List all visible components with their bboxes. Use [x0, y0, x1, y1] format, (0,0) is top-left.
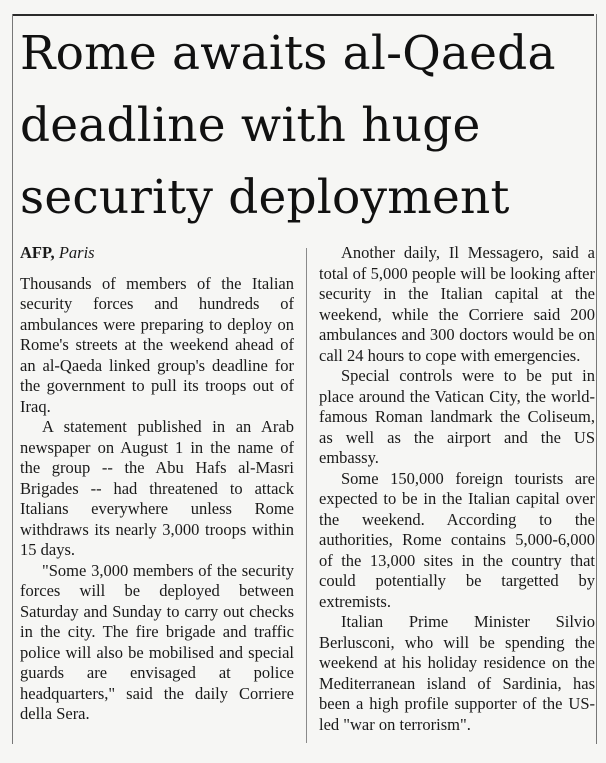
headline-line-2: deadline with huge: [20, 98, 481, 153]
right-column: [319, 243, 595, 735]
left-column: [20, 243, 294, 725]
top-rule: [12, 14, 594, 16]
paragraph-4: Another daily, Il Messagero, said a total of 5,000 people will be looking after security in the Italian capital at the weekend, while the Corriere said 200 ambulances and 300 doctors would be on call 24 hours to cope with emergencies.: [319, 243, 595, 365]
headline-line-1: Rome awaits al-Qaeda: [20, 26, 556, 81]
paragraph-5: Special controls were to be put in place around the Vatican City, the world-famous Roman landmark the Coliseum, as well as the airport and the US embassy.: [319, 366, 595, 467]
paragraph-7: Italian Prime Minister Silvio Berlusconi, who will be spending the weekend at his holiday residence on the Mediterranean island of Sardinia, has been a high profile supporter of the US-led "war on terrorism".: [319, 612, 595, 734]
paragraph-3: "Some 3,000 members of the security forces will be deployed between Saturday and Sunday to carry out checks in the city. The fire brigade and traffic police will also be mobilised and special guards are envisaged at police headquarters," said the daily Corriere della Sera.: [20, 560, 294, 723]
paragraph-2: A statement published in an Arab newspaper on August 1 in the name of the group -- the Abu Hafs al-Masri Brigades -- had threatened to attack Italians everywhere unless Rome withdraws its nearly 3,000 troops within 15 days.: [20, 417, 294, 559]
right-border: [596, 14, 597, 744]
left-border: [12, 14, 13, 744]
headline-line-3: security deployment: [20, 170, 510, 225]
dateline: [20, 243, 294, 264]
paragraph-1: Thousands of members of the Italian security forces and hundreds of ambulances were preparing to deploy on Rome's streets at the weekend ahead of an al-Qaeda linked group's deadline for the government to pull its troops out of Iraq.: [20, 273, 294, 416]
dateline-city: Paris: [58, 243, 95, 262]
column-divider: [306, 248, 307, 743]
dateline-agency: AFP,: [20, 243, 55, 262]
headline: [20, 18, 590, 234]
paragraph-6: Some 150,000 foreign tourists are expected to be in the Italian capital over the weekend. According to the authorities, Rome contains 5,000-6,000 of the 13,000 sites in the country that could potentially be targetted by extremists.: [319, 468, 595, 611]
